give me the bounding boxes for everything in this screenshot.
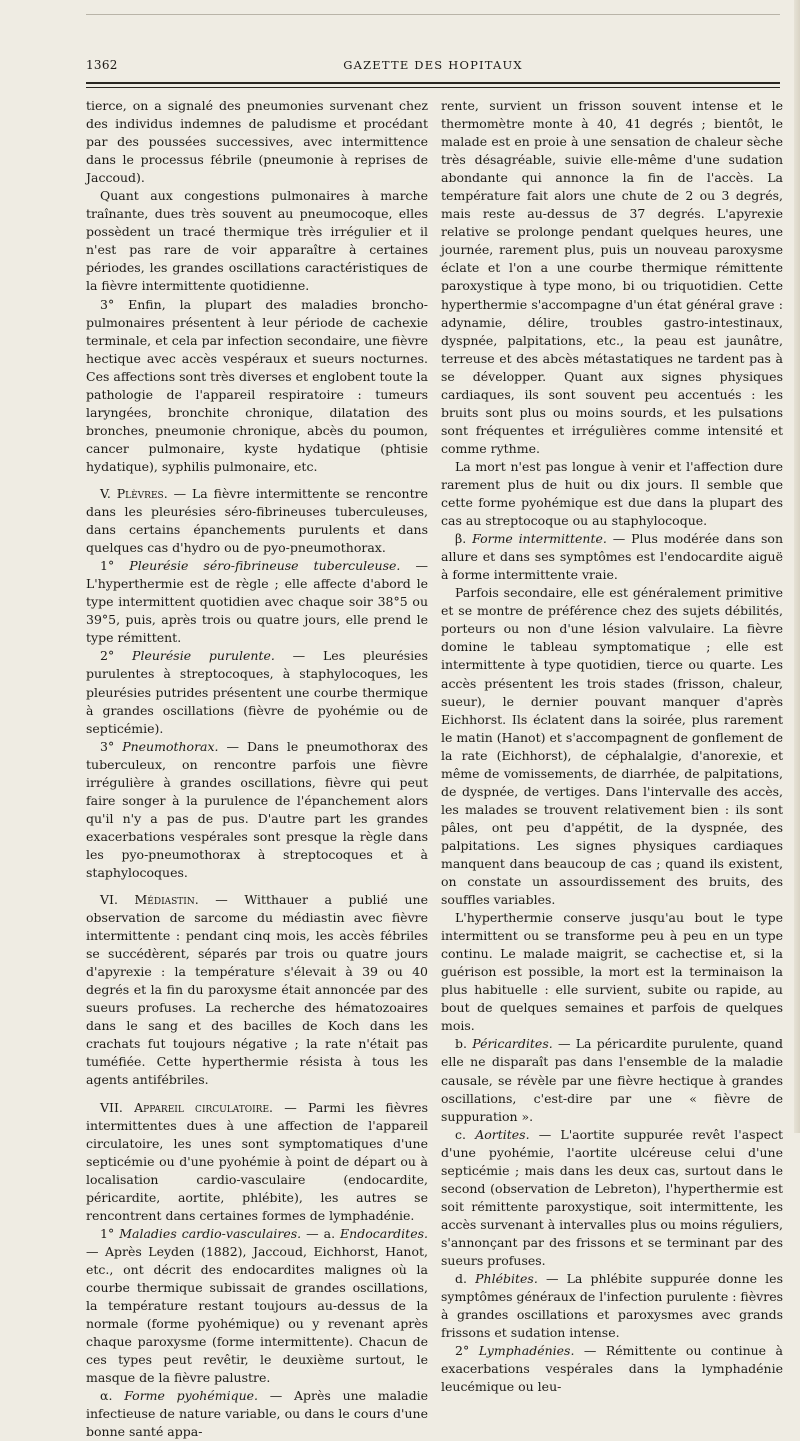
paragraph-text: — L'hyperthermie est de règle ; elle affecte d'abord le type intermittent quotidien avec chaque soir 38°5 ou 39°5, puis, après trois ou quatre jours, elle prend le type rémittent. xyxy=(86,558,428,646)
header-rule-thick xyxy=(86,82,780,84)
item-title: Pleurésie séro-fibrineuse tuberculeuse. xyxy=(129,558,401,574)
paragraph-text: — La péricardite purulente, quand elle ne disparaît pas dans l'ensemble de la maladie causale, se révèle par une fièvre hectique à grandes oscillations, c'est-dire par une « fièvre de suppuration ». xyxy=(441,1036,783,1124)
paragraph-text: — Après une maladie infectieuse de nature variable, ou dans le cours d'une bonne santé appa- xyxy=(86,1388,428,1440)
item-number: β. xyxy=(455,531,467,547)
paragraph xyxy=(441,1342,783,1396)
paragraph xyxy=(86,557,428,647)
paragraph-text: — L'aortite suppurée revêt l'aspect d'une pyohémie, l'aortite ulcéreuse celui d'une septicémie ; mais dans les deux cas, surtout dans le second (observation de Lebreton), l'hyperthermie est soit rémittente paroxystique, soit intermittente, les accès survenant à intervalles plus ou moins réguliers, s'annonçant par des frissons et se terminant par des sueurs profuses. xyxy=(441,1126,783,1268)
paragraph-text: L'hyperthermie conserve jusqu'au bout le type intermittent ou se transforme peu à peu en un type continu. Le malade maigrit, se cachectise et, si la guérison est possible, la mort est la terminaison la plus habituelle : elle survient, subite ou rapide, au bout de quelques semaines et parfois de quelques mois. xyxy=(441,910,783,1034)
paragraph-text: — a. xyxy=(301,1225,341,1241)
item-subtitle: Endocardites. xyxy=(340,1225,428,1241)
paragraph-text: tierce, on a signalé des pneumonies survenant chez des individus indemnes de paludisme et procédant par des poussées successives, avec intermittence dans le processus fébrile (pneumonie à reprises de Jaccoud). xyxy=(86,98,428,186)
paragraph xyxy=(441,1270,783,1342)
paragraph-text: rente, survient un frisson souvent intense et le thermomètre monte à 40, 41 degrés ; bientôt, le malade est en proie à une sensation de chaleur sèche très désagréable, suivie elle-même d'une sudation abondante qui annonce la fin de l'accès. La température fait alors une chute de 2 ou 3 degrés, mais reste au-dessus de 37 degrés. L'apyrexie relative se prolonge pendant quelques heures, une journée, rarement plus, puis un nouveau paroxysme éclate et l'on a une courbe thermique rémittente paroxystique à type mono, bi ou triquotidien. Cette hyperthermie s'accompagne d'un état général grave : adynamie, délire, troubles gastro-intestinaux, dyspnée, palpitations, etc., la peau est jaunâtre, terreuse et des abcès métastatiques ne tardent pas à se développer. Quant aux signes physiques cardiaques, ils sont souvent peu accentués : les bruits sont plus ou moins sourds, et les pulsations sont fréquentes et irrégulières comme intensité et comme rythme. xyxy=(441,98,783,456)
paragraph-text: Parfois secondaire, elle est généralement primitive et se montre de préférence chez des sujets débilités, porteurs ou non d'une lésion valvulaire. La fièvre domine le tableau symptomatique ; elle est intermittente à type quotidien, tierce ou quarte. Les accès présentent les trois stades (frisson, chaleur, sueur), le dernier pouvant manquer d'après Eichhorst. Ils éclatent dans la soirée, plus rarement le matin (Hanot) et s'accompagnent de gonflement de la rate (Eichhorst), de céphalalgie, d'anorexie, et même de vomissements, de diarrhée, de palpitations, de dyspnée, de vertiges. Dans l'intervalle des accès, les malades se trouvent relativement bien : ils sont pâles, ont peu d'appétit, de la dyspnée, des palpitations. Les signes physiques cardiaques manquent dans beaucoup de cas ; quand ils existent, on constate un assourdissement des bruits, des souffles variables. xyxy=(441,585,783,908)
item-number: b. xyxy=(455,1036,467,1052)
item-title: Forme intermittente. xyxy=(472,531,607,547)
paragraph-text: — Rémittente ou continue à exacerbations vespérales dans la lymphadénie leucémique ou leu- xyxy=(441,1343,783,1395)
item-number: α. xyxy=(100,1388,113,1404)
paragraph xyxy=(441,1126,783,1270)
paragraph-text: — Dans le pneumothorax des tuberculeux, on rencontre parfois une fièvre irrégulière à grandes oscillations, fièvre qui peut faire songer à la purulence de l'épanchement alors qu'il n'y a pas de pus. D'autre part les grandes exacerbations vespérales sont presque la règle dans les pyo-pneumothorax à streptocoques et à staphylocoques. xyxy=(86,738,428,880)
item-title: Pneumothorax. xyxy=(122,738,219,754)
paragraph-text: — Plus modérée dans son allure et dans ses symptômes est l'endocardite aiguë à forme intermittente vraie. xyxy=(441,531,784,583)
paragraph xyxy=(86,647,428,737)
paragraph-text: — La fièvre intermittente se rencontre dans les pleurésies séro-fibrineuses tuberculeuses, dans certains épanchements purulents et dans quelques cas d'hydro ou de pyo-pneumothorax. xyxy=(86,485,428,556)
item-number: 2° xyxy=(100,648,115,664)
section-heading: VI. Médiastin. xyxy=(100,892,199,908)
right-column xyxy=(441,97,783,1396)
running-header xyxy=(86,58,780,78)
paragraph-text: La mort n'est pas longue à venir et l'affection dure rarement plus de huit ou dix jours. Il semble que cette forme pyohémique est due dans la plupart des cas au streptocoque ou au staphylocoque. xyxy=(441,458,783,529)
item-number: c. xyxy=(455,1126,466,1142)
running-title: GAZETTE DES HOPITAUX xyxy=(343,58,523,72)
item-number: 1° xyxy=(100,1225,115,1241)
page-number: 1362 xyxy=(86,58,118,72)
item-title: Forme pyohémique. xyxy=(124,1388,258,1404)
paragraph-text: — Witthauer a publié une observation de sarcome du médiastin avec fièvre intermittente : pendant cinq mois, les accès fébriles se succédèrent, séparés par trois ou quatre jours d'apyrexie : la température s'élevait à 39 ou 40 degrés et la fin du paroxysme était annoncée par des sueurs profuses. La recherche des hématozoaires dans le sang et des bacilles de Koch dans les crachats fut toujours négative ; la rate n'était pas tuméfiée. Cette hyperthermie résista à tous les agents antifébriles. xyxy=(86,892,428,1088)
item-number: d. xyxy=(455,1271,467,1287)
header-rule-thin xyxy=(86,87,780,88)
section-heading: V. Plèvres. xyxy=(100,485,168,501)
item-number: 3° xyxy=(100,738,115,754)
paragraph-text: — Parmi les fièvres intermittentes dues à une affection de l'appareil circulatoire, les unes sont symptomatiques d'une septicémie ou d'une pyohémie à point de départ ou à localisation cardio-vasculaire (endocardite, péricardite, aortite, phlébite), les autres se rencontrent dans certaines formes de lymphadénie. xyxy=(86,1099,428,1223)
item-title: Lymphadénies. xyxy=(478,1343,575,1359)
paragraph xyxy=(86,1387,428,1441)
paragraph xyxy=(86,891,428,1090)
paragraph xyxy=(86,97,428,187)
paragraph xyxy=(86,1225,428,1387)
item-title: Péricardites. xyxy=(472,1036,553,1052)
paragraph xyxy=(86,187,428,295)
paragraph-text: — La phlébite suppurée donne les symptômes généraux de l'infection purulente : fièvres à grandes oscillations et paroxysmes avec grands frissons et sudation intense. xyxy=(441,1271,784,1341)
left-column xyxy=(86,97,428,1441)
section-heading: VII. Appareil circulatoire. xyxy=(100,1099,273,1115)
paragraph xyxy=(441,1035,783,1125)
paragraph xyxy=(441,584,783,909)
paragraph xyxy=(86,1099,428,1225)
paragraph xyxy=(441,97,783,458)
paragraph xyxy=(441,458,783,530)
paragraph-text: 3° Enfin, la plupart des maladies broncho-pulmonaires présentent à leur période de cachexie terminale, et cela par infection secondaire, une fièvre hectique avec accès vespéraux et sueurs nocturnes. Ces affections sont très diverses et englobent toute la pathologie de l'appareil respiratoire : tumeurs laryngées, bronchite chronique, dilatation des bronches, pneumonie chronique, abcès du poumon, cancer pulmonaire, kyste hydatique (phtisie hydatique), syphilis pulmonaire, etc. xyxy=(86,296,428,474)
item-title: Pleurésie purulente. xyxy=(132,648,275,664)
item-number: 2° xyxy=(455,1343,470,1359)
paragraph-text: — Les pleurésies purulentes à streptocoques, à staphylocoques, les pleurésies putrides présentent une courbe thermique à grandes oscillations (fièvre de pyohémie ou de septicémie). xyxy=(86,648,428,736)
top-edge-line xyxy=(86,14,780,15)
paragraph xyxy=(441,909,783,1035)
paragraph xyxy=(86,738,428,882)
paragraph-text: Quant aux congestions pulmonaires à marche traînante, dues très souvent au pneumocoque, elles possèdent un tracé thermique très irrégulier et il n'est pas rare de voir apparaître à certaines périodes, les grandes oscillations caractéristiques de la fièvre intermittente quotidienne. xyxy=(86,188,428,294)
paragraph-text: — Après Leyden (1882), Jaccoud, Eichhorst, Hanot, etc., ont décrit des endocardites malignes où la courbe thermique subissait de grandes oscillations, la température restant toujours au-dessus de la normale (forme pyohémique) ou y revenant après chaque paroxysme (forme intermittente). Chacun de ces types peut revêtir, le deuxième surtout, le masque de la fièvre palustre. xyxy=(86,1243,428,1386)
paragraph xyxy=(86,485,428,557)
page-edge-shadow xyxy=(794,0,800,1133)
item-title: Phlébites. xyxy=(475,1271,538,1287)
paragraph xyxy=(86,296,428,476)
item-number: 1° xyxy=(100,558,115,574)
paragraph xyxy=(441,530,783,584)
item-title: Maladies cardio-vasculaires. xyxy=(119,1225,302,1241)
item-title: Aortites. xyxy=(475,1126,530,1142)
